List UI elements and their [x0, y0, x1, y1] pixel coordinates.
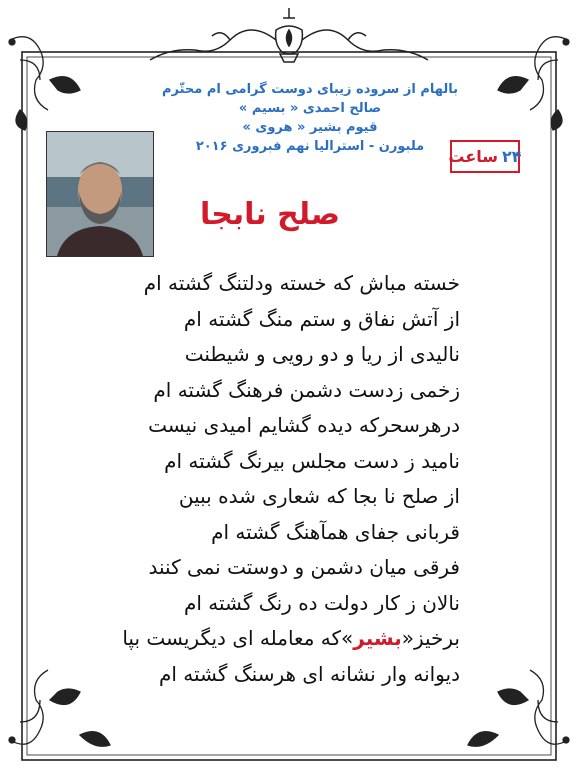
poem-line: نامید ز دست مجلس بیرنگ گشته ام	[164, 448, 460, 473]
corner-ornament-bottom-right	[468, 670, 569, 746]
poem-line: فرقی میان دشمن و دوستت نمی کنند	[148, 555, 460, 579]
twenty-four-hours-badge	[450, 140, 520, 173]
poem-line: نالیدی از ریا و دو رویی و شیطنت	[184, 342, 460, 366]
poem-line: نالان ز کار دولت ده رنگ گشته ام	[183, 590, 460, 615]
line-suffix: »که معامله ای دیگریست بپا	[122, 626, 354, 650]
corner-ornament-top-right	[498, 37, 569, 130]
header-line-dedication: بالهام از سروده زیبای دوست گرامی ام محتّرم	[162, 82, 458, 97]
header-line-original-poet: صالح احمدی « بسیم »	[238, 101, 382, 116]
header-line-place-date: ملبورن - استرالیا نهم فبروری ۲۰۱۶	[195, 139, 425, 154]
poem-line: دیوانه وار نشانه ای هرسنگ گشته ام	[158, 661, 460, 686]
line-prefix: برخیز«	[401, 626, 460, 650]
author-photo-image	[47, 132, 153, 256]
poet-pen-name: بشیر	[353, 626, 402, 650]
poem-line: زخمی زدست دشمن فرهنگ گشته ام	[153, 377, 460, 402]
poem-line: خسته مباش که خسته ودلتنگ گشته ام	[143, 271, 460, 295]
poem-line-with-pen-name	[90, 621, 460, 657]
poem-line: از صلح نا بجا که شعاری شده ببین	[178, 484, 460, 508]
poem-line: قربانی جفای همآهنگ گشته ام	[211, 519, 460, 544]
header-credits	[160, 80, 460, 156]
badge-word: ساعت	[448, 147, 499, 166]
badge-number: ۲۴	[502, 147, 522, 166]
poem-line: از آتش نفاق و ستم منگ گشته ام	[183, 306, 460, 331]
top-urn-ornament	[150, 8, 428, 62]
poem-line: درهرسحرکه دیده گشایم امیدی نیست	[148, 413, 460, 437]
poem-title: صلح نابجا	[200, 197, 340, 232]
corner-ornament-top-left	[9, 37, 80, 130]
poem-body	[90, 266, 460, 692]
author-photo	[46, 131, 154, 257]
header-line-author: قیوم بشیر « هروی »	[242, 120, 378, 135]
